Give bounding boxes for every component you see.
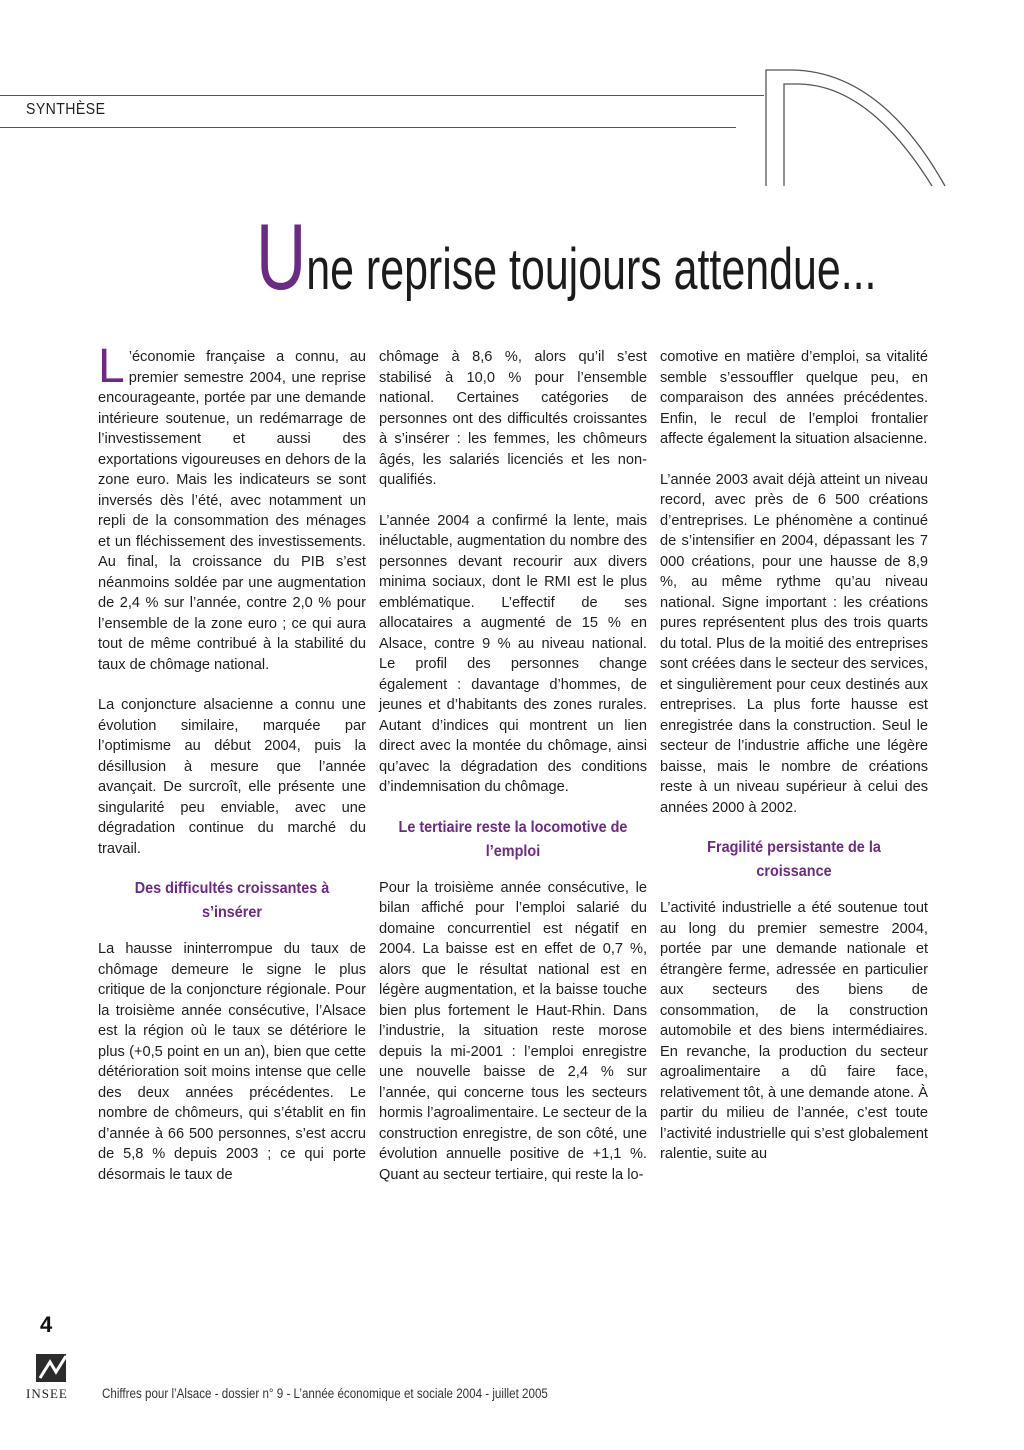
- page-number: 4: [40, 1312, 53, 1337]
- logo-text: INSEE: [26, 1386, 68, 1401]
- page-title: [256, 204, 877, 315]
- title-initial: U: [256, 204, 307, 309]
- col1-paragraph-1: [98, 340, 366, 675]
- column-3: [660, 347, 928, 1165]
- insee-logo-icon: [36, 1350, 72, 1384]
- col3-paragraph-1: comotive en matière d’emploi, sa vitalité semble s’essouffler quelque peu, en comparaison des années précédentes. Enfin, le recul de l’emploi frontalier affecte également la situation alsacienne.: [660, 349, 928, 447]
- col3-paragraph-2: L’année 2003 avait déjà atteint un niveau record, avec près de 6 500 créations d’entreprises. Le phénomène a continué de s’intensifier en 2004, dépassant les 7 000 créations, pour une hausse de 8,9 %, au même rythme qu’au niveau national. Signe important : les créations pures représentent plus des trois quarts du total. Plus de la moitié des entreprises sont créées dans le secteur des services, et singulièrement pour ceux destinés aux entreprises. La plus forte hausse est enregistrée dans la construction. Seul le secteur de l’industrie affiche une légère baisse, mais le nombre de créations reste à un niveau supérieur à celui des années 2000 à 2002.: [660, 471, 928, 816]
- col1-paragraph-1-text: ’économie française a connu, au premier semestre 2004, une reprise encourageante, portée par une demande intérieure soutenue, un redémarrage de l’investissement et aussi des exportations vigoureuses en dehors de la zone euro. Mais les indicateurs se sont inversés dès l’été, avec notamment un repli de la consommation des ménages et un fléchissement des investissements. Au final, la croissance du PIB s’est néanmoins soldée par une augmentation de 2,4 % sur l’année, contre 2,0 % pour l’ensemble de la zone euro ; ce qui aura tout de même contribué à la stabilité du taux de chômage national.: [98, 349, 366, 673]
- footer-text: Chiffres pour l’Alsace - dossier n° 9 - L’année économique et sociale 2004 - juillet 2005: [102, 1386, 548, 1401]
- col1-paragraph-2: La conjoncture alsacienne a connu une évolution similaire, marquée par l’optimisme au début 2004, puis la désillusion à mesure que l’année avançait. De surcroît, elle présente une singularité peu enviable, avec une dégradation continue du marché du travail.: [98, 697, 366, 857]
- column-1: [98, 340, 366, 1185]
- header-rule-top: [0, 95, 764, 96]
- corner-ornament: [760, 60, 950, 190]
- section-label: SYNTHÈSE: [26, 101, 106, 118]
- col3-paragraph-3: L’activité industrielle a été soutenue tout au long du premier semestre 2004, portée par une demande nationale et étrangère ferme, adressée en particulier aux secteurs des biens de consommation, de la construction automobile et des biens intermédiaires. En revanche, la production du secteur agroalimentaire a dû faire face, relativement tôt, à une demande atone. À partir du milieu de l’année, c’est toute l’activité industrielle qui s’est globalement ralentie, suite au: [660, 900, 928, 1162]
- drop-cap: L: [98, 340, 125, 393]
- column-2: [379, 347, 647, 1185]
- col3-subheading: Fragilité persistante de la croissance: [707, 839, 881, 880]
- col2-paragraph-3: Pour la troisième année consécutive, le bilan affiché pour l’emploi salarié du domaine concurrentiel est négatif en 2004. La baisse est en effet de 0,7 %, alors que le résultat national est en légère augmentation, et la baisse touche bien plus fortement le Haut-Rhin. Dans l’industrie, la situation reste morose depuis la mi-2001 : l’emploi enregistre une nouvelle baisse de 2,4 % sur l’année, qui concerne tous les secteurs hormis l’agroalimentaire. Le secteur de la construction enregistre, de son côté, une évolution annuelle positive de +1,1 %. Quant au secteur tertiaire, qui reste la lo-: [379, 879, 647, 1183]
- col2-subheading: Le tertiaire reste la locomotive de l’emploi: [398, 818, 628, 860]
- col2-paragraph-2: L’année 2004 a confirmé la lente, mais inéluctable, augmentation du nombre des personnes devant recourir aux divers minima sociaux, dont le RMI est le plus emblématique. L’effectif de ses allocataires a augmenté de 15 % en Alsace, contre 9 % au niveau national. Le profil des personnes change également : davantage d’hommes, de jeunes et d’habitants des zones rurales. Autant d’indices qui montrent un lien direct avec la montée du chômage, ainsi qu’avec la dégradation des conditions d’indemnisation du chômage.: [379, 512, 647, 795]
- col2-paragraph-1: chômage à 8,6 %, alors qu’il s’est stabilisé à 10,0 % pour l’ensemble national. Certaines catégories de personnes ont des difficultés croissantes à s’insérer : les femmes, les chômeurs âgés, les salariés licenciés et les non-qualifiés.: [379, 349, 647, 488]
- header-rule-bottom: [0, 127, 736, 128]
- title-text: ne reprise toujours attendue...: [306, 237, 877, 302]
- col1-paragraph-3: La hausse ininterrompue du taux de chômage demeure le signe le plus critique de la conjoncture régionale. Pour la troisième année consécutive, l’Alsace est la région où le taux se détériore le plus (+0,5 point en un an), bien que cette détérioration soit moins intense que celle des deux années précédentes. Le nombre de chômeurs, qui s’établit en fin d’année à 66 500 personnes, s’est accru de 5,8 % depuis 2003 ; ce qui porte désormais le taux de: [98, 941, 366, 1183]
- col1-subheading: Des difficultés croissantes à s’insérer: [134, 880, 330, 921]
